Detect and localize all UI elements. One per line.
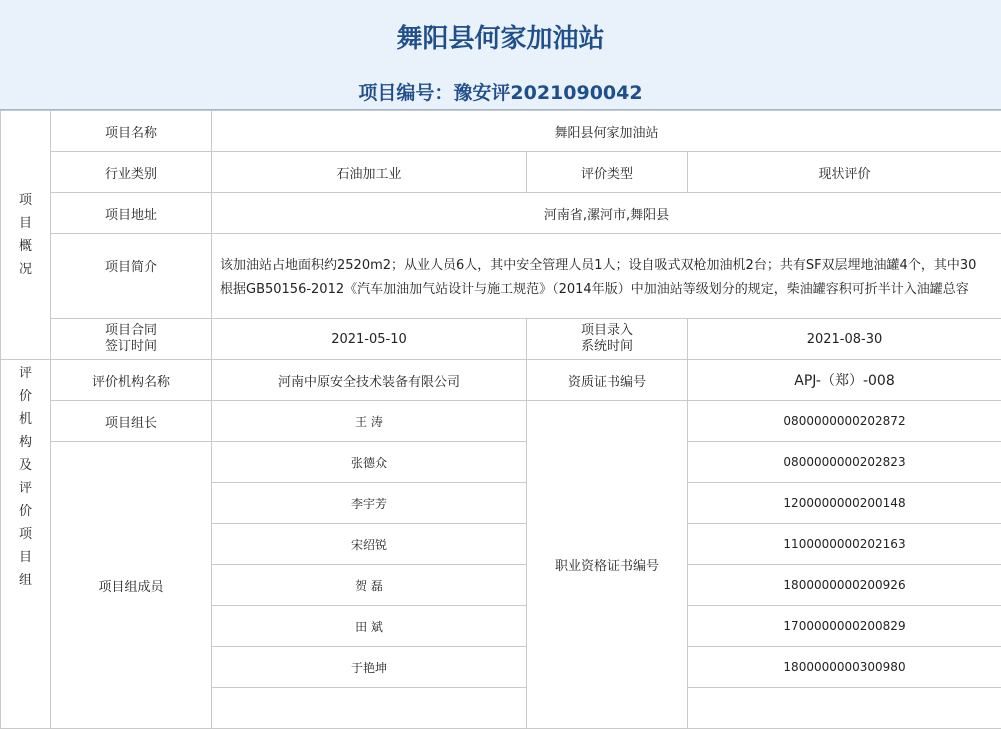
person-name: 贺 磊 xyxy=(212,565,527,606)
label-project-name: 项目名称 xyxy=(51,111,212,152)
label-entry-date xyxy=(527,319,688,360)
section-label-overview-text: 项目概况 xyxy=(19,189,33,281)
intro-line-1: 该加油站占地面积约2520m2；从业人员6人，其中安全管理人员1人；设自吸式双枪加油机2台；共有SF双层埋地油罐4个，其中30 xyxy=(212,254,1001,278)
label-intro: 项目简介 xyxy=(51,234,212,319)
label-cert: 资质证书编号 xyxy=(527,360,688,401)
label-org: 评价机构名称 xyxy=(51,360,212,401)
value-contract-date: 2021-05-10 xyxy=(212,319,527,360)
value-cert: APJ-（郑）-008 xyxy=(688,360,1001,401)
person-cert: 0800000000202872 xyxy=(688,401,1001,442)
section-label-org-text: 评价机构及评价项目组 xyxy=(19,360,33,592)
person-name: 张德众 xyxy=(212,442,527,483)
row-org xyxy=(1,360,1001,401)
person-cert: 1100000000202163 xyxy=(688,524,1001,565)
person-cert: 1700000000200829 xyxy=(688,606,1001,647)
row-member xyxy=(1,442,1001,483)
label-contract-date xyxy=(51,319,212,360)
section-label-overview xyxy=(1,111,51,360)
value-industry: 石油加工业 xyxy=(212,152,527,193)
label-entry-date-text: 项目录入系统时间 xyxy=(577,323,637,355)
label-qualification: 职业资格证书编号 xyxy=(527,401,688,729)
empty-cell xyxy=(212,688,527,729)
label-industry: 行业类别 xyxy=(51,152,212,193)
empty-cell xyxy=(688,688,1001,729)
value-org: 河南中原安全技术装备有限公司 xyxy=(212,360,527,401)
row-leader xyxy=(1,401,1001,442)
value-eval-type: 现状评价 xyxy=(688,152,1001,193)
label-address: 项目地址 xyxy=(51,193,212,234)
page-header xyxy=(0,0,1001,110)
project-number: 项目编号：豫安评2021090042 xyxy=(0,78,1001,105)
value-intro xyxy=(212,234,1001,319)
person-name: 王 涛 xyxy=(212,401,527,442)
person-name: 宋绍锐 xyxy=(212,524,527,565)
row-dates xyxy=(1,319,1001,360)
person-cert: 1200000000200148 xyxy=(688,483,1001,524)
person-cert: 1800000000300980 xyxy=(688,647,1001,688)
value-project-name: 舞阳县何家加油站 xyxy=(212,111,1001,152)
intro-line-2: 根据GB50156-2012《汽车加油加气站设计与施工规范》（2014年版）中加油站等级划分的规定，柴油罐容积可折半计入油罐总容 xyxy=(212,278,1001,302)
row-project-name xyxy=(1,111,1001,152)
label-leader: 项目组长 xyxy=(51,401,212,442)
page-title: 舞阳县何家加油站 xyxy=(0,18,1001,55)
label-members: 项目组成员 xyxy=(51,442,212,729)
label-contract-date-text: 项目合同签订时间 xyxy=(101,323,161,355)
person-name: 田 斌 xyxy=(212,606,527,647)
person-name: 于艳坤 xyxy=(212,647,527,688)
row-address xyxy=(1,193,1001,234)
row-industry xyxy=(1,152,1001,193)
row-intro xyxy=(1,234,1001,319)
person-cert: 0800000000202823 xyxy=(688,442,1001,483)
person-cert: 1800000000200926 xyxy=(688,565,1001,606)
person-name: 李宇芳 xyxy=(212,483,527,524)
label-eval-type: 评价类型 xyxy=(527,152,688,193)
section-label-org xyxy=(1,360,51,729)
value-address: 河南省,漯河市,舞阳县 xyxy=(212,193,1001,234)
value-entry-date: 2021-08-30 xyxy=(688,319,1001,360)
project-info-table xyxy=(0,110,1001,729)
